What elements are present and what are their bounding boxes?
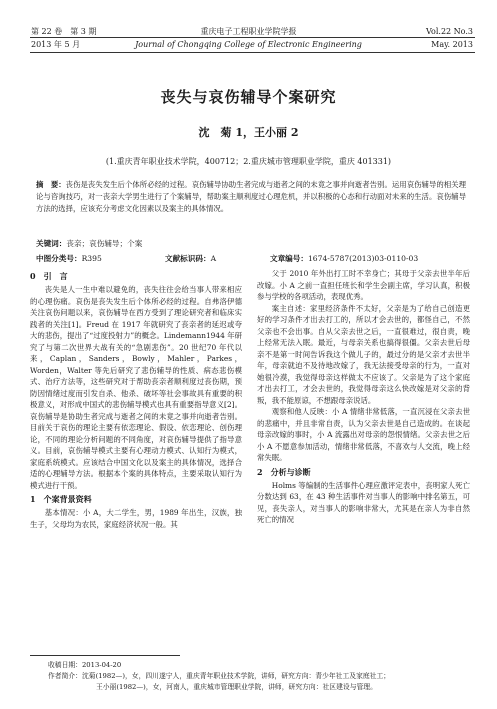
keywords: [36, 238, 142, 249]
journal-title-cn: 重庆电子工程职业学院学报: [200, 27, 297, 36]
clc-number: [36, 253, 102, 264]
journal-title-en: Journal of Chongqing College of Electronic Engineering: [135, 40, 362, 49]
keywords-label: 关键词：: [36, 239, 67, 248]
art-value: 1674-5787(2013)03-0110-03: [307, 254, 419, 263]
date-en: May. 2013: [431, 40, 473, 49]
section-heading-analysis: 2 分析与诊断: [257, 466, 311, 477]
document-code: [165, 253, 216, 264]
paragraph: 案主自述：家里经济条件不太好，父亲是为了给自己创造更好的学习条件才出去打工的，所以才会去世的，都怪自己，不然父亲也不会出事。自从父亲去世之后，一直很难过，很自责，晚上经常无法入眠。最近，与母亲关系也搞得很僵。父亲去世后母亲不是第一时间告诉我这个做儿子的，最过分的是父亲才去世半年，母亲就迫不及待地改嫁了，我无法接受母亲的行为，一直对她很冷漠，我觉得母亲这样做太不应该了。父亲是为了这个家庭才出去打工，才会去世的，我觉得母亲这么快改嫁是对父亲的背叛，我不能原谅，不想跟母亲说话。: [257, 303, 470, 405]
abstract: [36, 179, 466, 215]
article-number: [270, 253, 418, 264]
paragraph: 基本情况：小 A，大二学生，男，1989 年出生，汉族，独生子，父母均为农民，家庭经济状况一般。其: [30, 508, 242, 529]
paragraph: Holms 等编制的生活事件心理应激评定表中，丧明家人死亡分数达到 63，在 43 种生活事件对当事人的影响中排名第五，可见，丧失亲人，对当事人的影响非常大，尤其是在亲人为非自然死亡的情况: [257, 480, 470, 524]
paragraph: 父于 2010 年外出打工时不幸身亡；其母于父亲去世半年后改嫁。小 A 之前一直担任班长和学生会副主席，学习认真，积极参与学校的各项活动，表现优秀。: [257, 269, 470, 301]
paragraph: 丧失是人一生中难以避免的，丧失往往会给当事人带来相应的心理伤痛。哀伤是丧失发生后个体所必经的过程。自弗洛伊德关注哀伤问题以来，哀伤辅导在西方受到了理论研究者和临床实践者的关注[1]。Freud 在 1917 年就研究了丧亲者的延迟或夸大的悲伤，提出了“过度投射力”的概念。Lindemann1944 年研究了与第二次世界大战有关的“急剧悲伤”。20 世纪70 年代以来，Caplan，Sanders，Bowly，Mahler，Parkes，Worden，Walter 等先后研究了悲伤辅导的性质、病态悲伤模式、治疗方法等，这些研究对于帮助丧亲者顺利度过丧伤期，预防因情绪过度而引发自杀、他杀、破坏等社会事故具有重要的积极意义，对形成中国式的悲伤辅导模式也具有重要指导意义[2]。哀伤辅导是协助生者完成与逝者之间的未竟之事并向逝者告别。目前关于哀伤的理论主要有依恋理论、假设、依恋理论、创伤理论，不同的理论分析问题的不同角度，对哀伤辅导提供了指导意义。目前，哀伤辅导模式主要有心理动力模式、认知行为模式，家庭系统模式。应该结合中国文化以及案主的具体情况，选择合适的心理辅导方法。根据本个案的具体特点，主要采取认知行为模式进行干预。: [30, 285, 242, 490]
art-label: 文章编号：: [270, 254, 308, 263]
volume-issue-en: Vol.22 No.3: [426, 27, 473, 36]
doc-label: 文献标识码：: [165, 254, 211, 263]
section-heading-background: 1 个案背景资料: [30, 494, 92, 504]
received-date: 收稿日期：2013-04-20: [48, 661, 122, 669]
authors: 沈 菊 1，王小丽 2: [198, 126, 299, 139]
date-cn: 2013 年 5 月: [31, 40, 81, 49]
header-rule-top: [30, 37, 475, 38]
keywords-text: 丧亲；哀伤辅导；个案: [66, 239, 143, 248]
clc-value: R395: [81, 254, 102, 263]
header-rule-bottom: [30, 52, 475, 53]
doc-value: A: [210, 254, 217, 263]
abstract-label: 摘 要：: [36, 180, 66, 189]
right-column: [257, 268, 470, 526]
abstract-text: 丧伤是丧失发生后个体所必经的过程。哀伤辅导协助生者完成与逝者之间的未竟之事并向逝者告别。运用哀伤辅导的相关理论与咨询技巧，对一丧亲大学男生进行了个案辅导，帮助案主顺利度过心理危机，并以积极的心态和行动面对未来的生活。哀伤辅导方法的选择，应该充分考虑文化因素以及案主的具体情况。: [36, 180, 466, 213]
paragraph: 观察和他人反映：小 A 情绪非常低落，一直沉浸在父亲去世的悲痛中，并且非常自责，认为父亲去世是自己造成的。在谈起母亲改嫁的事时，小 A 流露出对母亲的怨恨情绪。父亲去世之后小 A 不愿意参加活动，情绪非常低落，不喜欢与人交流，晚上经常失眠。: [257, 407, 470, 462]
affiliation: (1.重庆青年职业技术学院，400712；2.重庆城市管理职业学院，重庆 401331): [105, 157, 392, 166]
clc-label: 中图分类号：: [36, 254, 82, 263]
volume-issue-cn: 第 22 卷 第 3 期: [31, 27, 97, 36]
author-bio-2: 王小丽(1982—)，女，河南人，重庆城市管理职业学院，讲师，研究方向：社区建设与管理。: [96, 683, 377, 691]
paper-title: 丧失与哀伤辅导个案研究: [160, 88, 337, 106]
section-heading-introduction: 0 引 言: [30, 271, 68, 281]
author-bio-1: 作者简介：沈菊(1982—)，女，四川遂宁人，重庆青年职业技术学院，讲师，研究方向：青少年社工及家庭社工；: [48, 672, 391, 680]
footnote-rule: [30, 655, 180, 656]
left-column: [30, 268, 242, 530]
